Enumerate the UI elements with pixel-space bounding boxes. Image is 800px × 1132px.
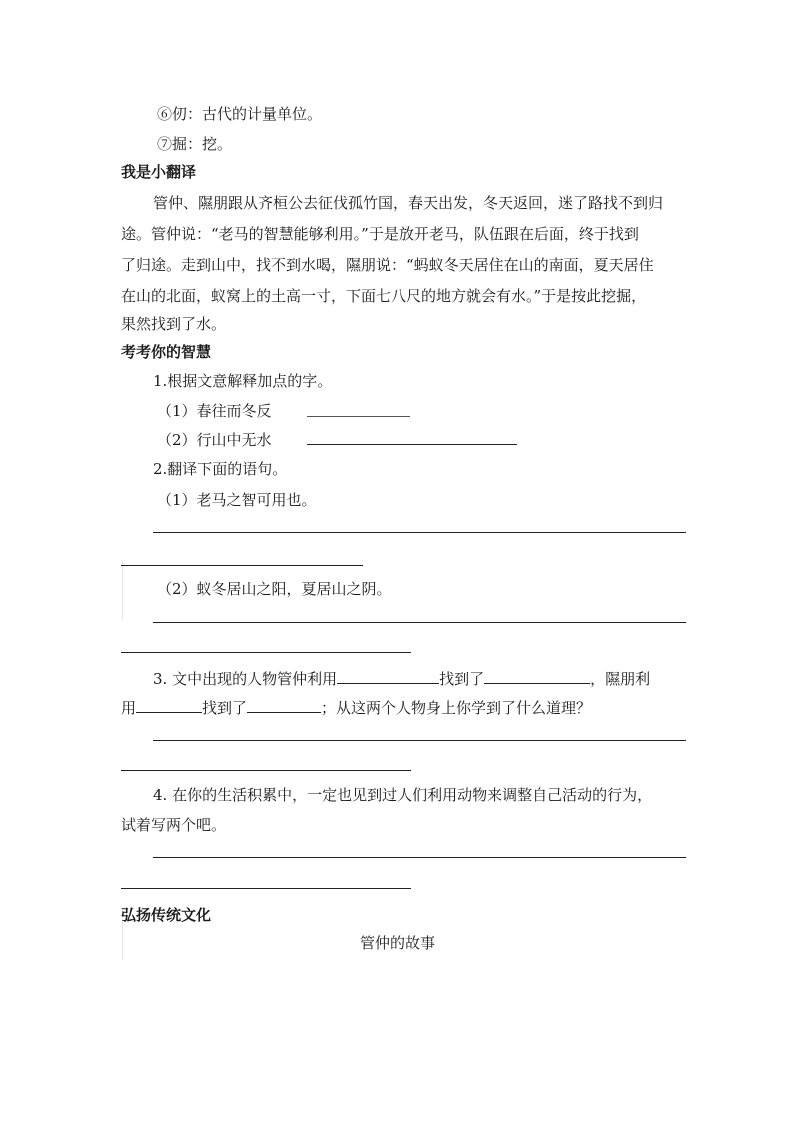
translation-line: 了归途。走到山中，找不到水喝，隰朋说：“蚂蚁冬天居住在山的南面，夏天居住 — [121, 256, 654, 274]
q2-answer-line-1b[interactable] — [121, 565, 363, 566]
q3-text-e: 找到了 — [202, 699, 248, 717]
q4-answer-line-a[interactable] — [153, 857, 686, 858]
q1-prompt: 1.根据文意解释加点的字。 — [153, 372, 333, 390]
q3-line-1 — [153, 666, 650, 689]
q4-line-2: 试着写两个吧。 — [121, 816, 227, 834]
q4-answer-line-b[interactable] — [121, 888, 411, 889]
q1-item-1: （1）春往而冬反 — [157, 402, 272, 420]
q1-item-2: （2）行山中无水 — [157, 431, 272, 449]
q3-blank-2[interactable] — [484, 666, 590, 684]
q4-line-1: 4. 在你的生活积累中，一定也见到过人们利用动物来调整自己活动的行为， — [153, 786, 653, 804]
q3-blank-1[interactable] — [337, 666, 439, 684]
q3-text-b: 找到了 — [439, 670, 485, 688]
q3-text-c: ，隰朋利 — [590, 670, 651, 688]
scan-margin-bar — [122, 920, 123, 960]
q1-answer-line-2[interactable] — [307, 444, 517, 445]
q3-line-2 — [121, 695, 591, 718]
q3-text-a: 3. 文中出现的人物管仲利用 — [153, 670, 338, 688]
scan-margin-bar — [122, 560, 123, 620]
q3-blank-4[interactable] — [247, 695, 321, 713]
note-7: ⑦掘：挖。 — [157, 135, 233, 153]
translation-line: 果然找到了水。 — [121, 315, 227, 333]
q3-answer-line-a[interactable] — [153, 740, 686, 741]
note-6: ⑥仞：古代的计量单位。 — [157, 105, 323, 123]
q3-text-d: 用 — [121, 699, 137, 717]
q3-answer-line-b[interactable] — [121, 770, 411, 771]
quiz-heading: 考考你的智慧 — [121, 343, 212, 361]
q3-blank-3[interactable] — [136, 695, 202, 713]
translation-line: 在山的北面，蚁窝上的土高一寸，下面七八尺的地方就会有水。”于是按此挖掘， — [121, 287, 647, 305]
translation-line: 管仲、隰朋跟从齐桓公去征伐孤竹国，春天出发，冬天返回，迷了路找不到归 — [153, 194, 664, 212]
story-title: 管仲的故事 — [360, 934, 436, 952]
q1-answer-line-1[interactable] — [307, 416, 410, 417]
q2-item-1: （1）老马之智可用也。 — [157, 491, 317, 509]
q2-answer-line-2b[interactable] — [121, 652, 411, 653]
translation-line: 途。管仲说：“老马的智慧能够利用。”于是放开老马，队伍跟在后面，终于找到 — [121, 225, 639, 243]
q2-answer-line-1a[interactable] — [153, 532, 686, 533]
q2-prompt: 2.翻译下面的语句。 — [153, 460, 288, 478]
q2-answer-line-2a[interactable] — [153, 622, 686, 623]
culture-heading: 弘扬传统文化 — [121, 906, 212, 924]
q2-item-2: （2）蚁冬居山之阳，夏居山之阴。 — [157, 580, 392, 598]
q3-text-f: ；从这两个人物身上你学到了什么道理？ — [321, 699, 592, 717]
translation-heading: 我是小翻译 — [121, 163, 197, 181]
